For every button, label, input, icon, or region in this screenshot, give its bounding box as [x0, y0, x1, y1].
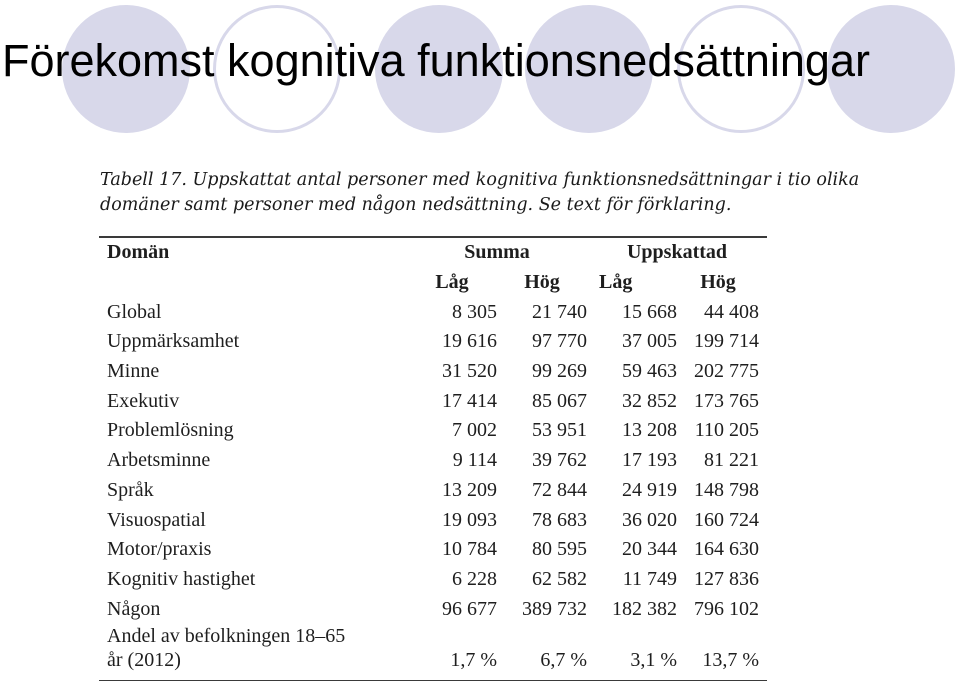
cell-summa-high: 389 732	[522, 597, 587, 620]
cell-uppskattad-low: 17 193	[622, 449, 677, 472]
cell-summa-low: 19 093	[442, 508, 497, 531]
table-subheader-row	[99, 268, 767, 298]
cell-summa-low: 31 520	[442, 360, 497, 383]
cell-uppskattad-high: 148 798	[694, 478, 759, 501]
header-group-summa: Summa	[464, 241, 530, 264]
table-caption: Tabell 17. Uppskattat antal personer med kognitiva funktionsnedsättningar i tio olika domäner samt personer med någon nedsättning. Se text för förklaring.	[100, 170, 860, 215]
table-body	[99, 297, 767, 624]
cell-share-summa-high: 6,7 %	[540, 648, 587, 671]
cell-summa-low: 96 677	[442, 597, 497, 620]
table-row	[99, 565, 767, 595]
table-row	[99, 446, 767, 476]
row-label: Arbetsminne	[107, 449, 211, 472]
table-row	[99, 357, 767, 387]
cell-summa-high: 80 595	[532, 538, 587, 561]
share-label-line2: år (2012)	[107, 648, 181, 671]
table-row	[99, 327, 767, 357]
cell-summa-low: 10 784	[442, 538, 497, 561]
row-label: Exekutiv	[107, 389, 180, 412]
cell-uppskattad-low: 20 344	[622, 538, 677, 561]
cell-uppskattad-high: 199 714	[694, 330, 759, 353]
row-label: Global	[107, 300, 162, 323]
header-domain: Domän	[107, 241, 170, 264]
row-label-share	[99, 624, 407, 674]
table-row	[99, 535, 767, 565]
cell-summa-low: 6 228	[452, 567, 497, 590]
cell-uppskattad-low: 15 668	[622, 300, 677, 323]
data-table	[99, 238, 767, 674]
cell-uppskattad-high: 127 836	[694, 567, 759, 590]
cell-summa-high: 39 762	[532, 449, 587, 472]
row-label: Språk	[107, 478, 154, 501]
table-row	[99, 297, 767, 327]
cell-uppskattad-high: 81 221	[704, 449, 759, 472]
header-summa-low: Låg	[435, 271, 469, 294]
header-group-uppskattad: Uppskattad	[626, 241, 728, 264]
cell-uppskattad-high: 202 775	[694, 360, 759, 383]
cell-share-uppskattad-low: 3,1 %	[630, 648, 677, 671]
cell-summa-high: 72 844	[532, 478, 587, 501]
row-label: Någon	[107, 597, 161, 620]
row-label: Minne	[107, 360, 160, 383]
cell-uppskattad-high: 160 724	[694, 508, 759, 531]
cell-share-summa-low: 1,7 %	[450, 648, 497, 671]
cell-summa-low: 13 209	[442, 478, 497, 501]
header-empty	[99, 268, 407, 298]
row-label: Problemlösning	[107, 419, 234, 442]
cell-uppskattad-high: 110 205	[694, 419, 759, 442]
table-row	[99, 476, 767, 506]
cell-summa-high: 78 683	[532, 508, 587, 531]
header-uppskattad-high: Hög	[700, 271, 736, 294]
row-label: Uppmärksamhet	[107, 330, 240, 353]
cell-share-uppskattad-high: 13,7 %	[702, 648, 759, 671]
cell-uppskattad-low: 59 463	[622, 360, 677, 383]
row-label: Motor/praxis	[107, 538, 212, 561]
row-label: Kognitiv hastighet	[107, 567, 256, 590]
cell-uppskattad-high: 173 765	[694, 389, 759, 412]
cell-uppskattad-high: 44 408	[704, 300, 759, 323]
cell-uppskattad-low: 11 749	[622, 567, 677, 590]
cell-summa-low: 7 002	[452, 419, 497, 442]
data-table-container	[99, 236, 767, 681]
cell-summa-low: 9 114	[452, 449, 497, 472]
cell-uppskattad-low: 182 382	[612, 597, 677, 620]
cell-uppskattad-low: 37 005	[622, 330, 677, 353]
cell-uppskattad-high: 164 630	[694, 538, 759, 561]
cell-summa-high: 85 067	[532, 389, 587, 412]
cell-summa-high: 62 582	[532, 567, 587, 590]
share-label-line1: Andel av befolkningen 18–65	[107, 624, 346, 647]
cell-summa-high: 53 951	[532, 419, 587, 442]
cell-uppskattad-high: 796 102	[694, 597, 759, 620]
table-header-row	[99, 238, 767, 268]
slide-title: Förekomst kognitiva funktionsnedsättningar	[2, 35, 870, 86]
cell-summa-high: 99 269	[532, 360, 587, 383]
table-row	[99, 386, 767, 416]
cell-summa-high: 21 740	[532, 300, 587, 323]
row-label: Visuospatial	[107, 508, 206, 531]
table-row	[99, 594, 767, 624]
cell-uppskattad-low: 36 020	[622, 508, 677, 531]
header-summa-high: Hög	[524, 271, 560, 294]
cell-uppskattad-low: 13 208	[622, 419, 677, 442]
cell-uppskattad-low: 32 852	[622, 389, 677, 412]
table-row	[99, 505, 767, 535]
cell-summa-low: 19 616	[442, 330, 497, 353]
cell-summa-high: 97 770	[532, 330, 587, 353]
cell-summa-low: 17 414	[442, 389, 497, 412]
cell-summa-low: 8 305	[452, 300, 497, 323]
table-row-share	[99, 624, 767, 674]
header-uppskattad-low: Låg	[599, 271, 633, 294]
table-row	[99, 416, 767, 446]
cell-uppskattad-low: 24 919	[622, 478, 677, 501]
